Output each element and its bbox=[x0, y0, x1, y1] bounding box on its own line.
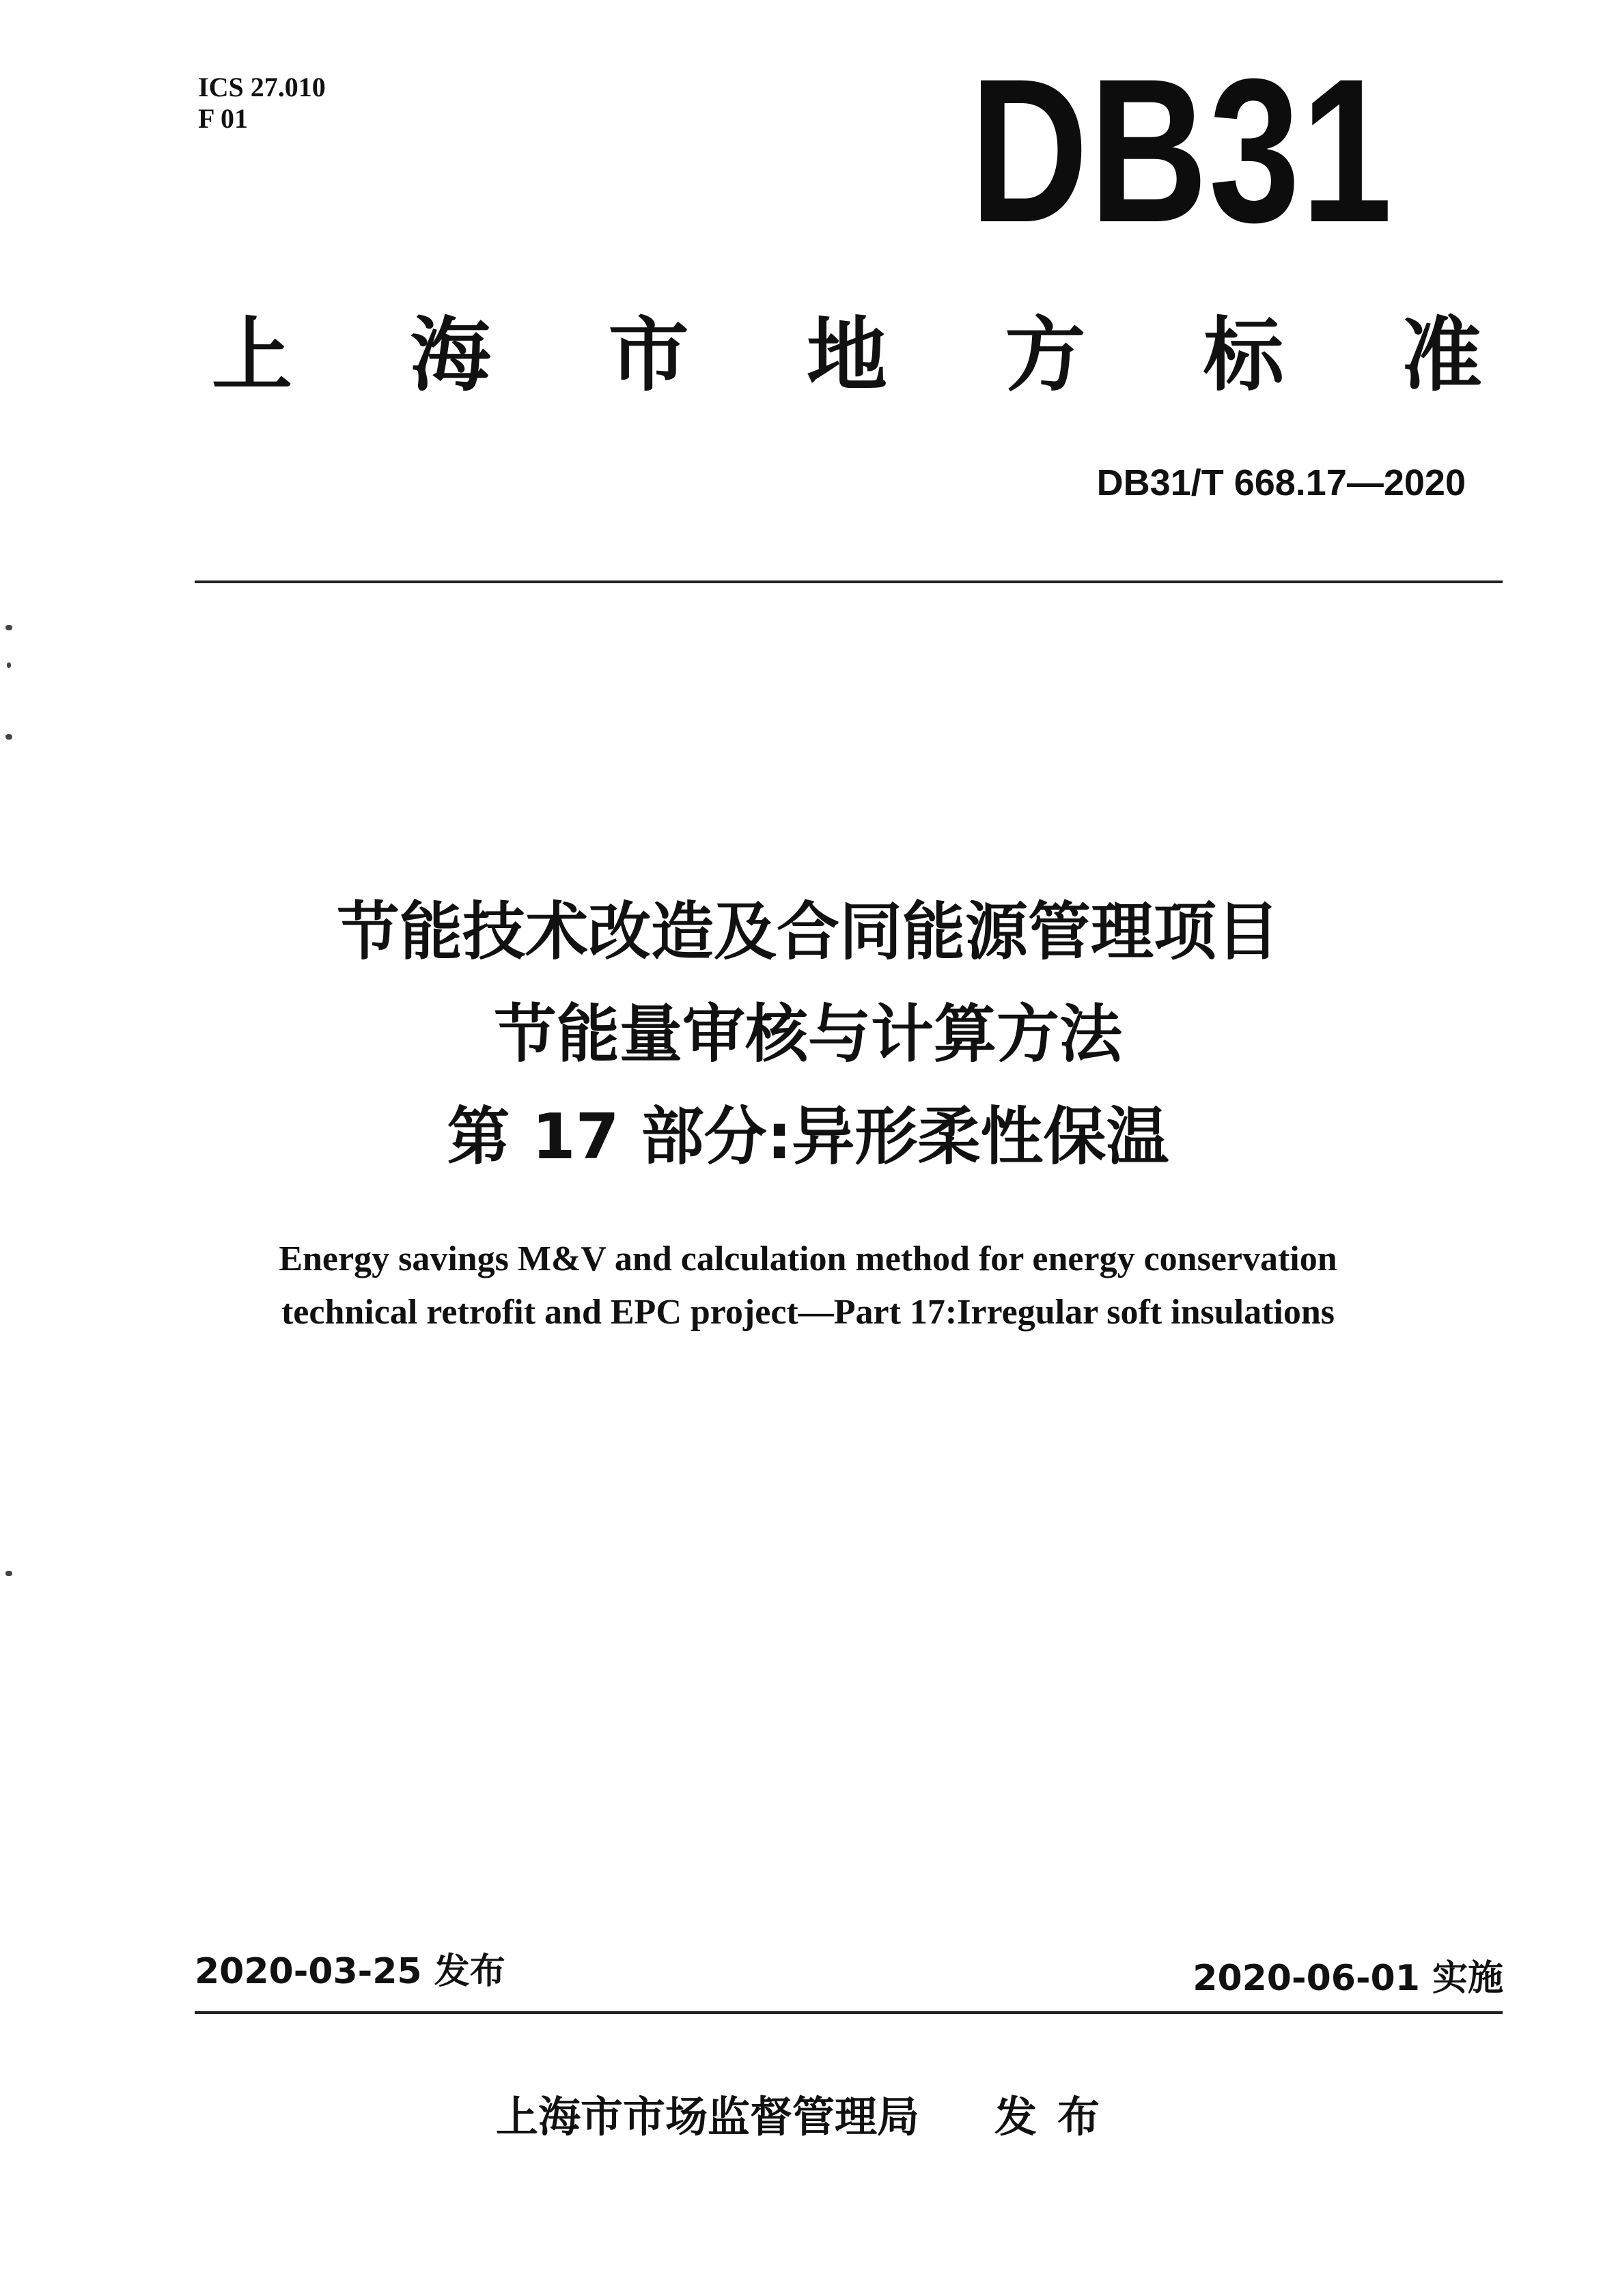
ics-code: ICS 27.010 bbox=[198, 72, 326, 102]
standard-type-char: 市 bbox=[608, 308, 689, 402]
implementation-date: 2020-06-01 实施 bbox=[1193, 1958, 1503, 1999]
title-chinese bbox=[0, 881, 1616, 1188]
standard-type-char: 标 bbox=[1203, 308, 1284, 402]
title-cn-line3: 第 17 部分:异形柔性保温 bbox=[447, 1100, 1169, 1173]
issue-date: 2020-03-25 发布 bbox=[195, 1951, 505, 1992]
scan-mark bbox=[7, 662, 11, 668]
title-cn-line2: 节能量审核与计算方法 bbox=[493, 998, 1122, 1071]
footer-divider bbox=[195, 2011, 1503, 2014]
scan-mark bbox=[5, 1571, 12, 1576]
header-divider bbox=[195, 580, 1503, 583]
standard-type-char: 上 bbox=[212, 308, 293, 402]
title-english bbox=[0, 1233, 1616, 1339]
issuing-authority bbox=[0, 2090, 1616, 2144]
standard-type-char: 海 bbox=[410, 308, 491, 402]
standard-number: DB31/T 668.17—2020 bbox=[1096, 462, 1466, 503]
ics-classification bbox=[198, 72, 326, 135]
title-en-line2: technical retrofit and EPC project—Part 17:Irregular soft insulations bbox=[281, 1293, 1335, 1332]
scan-mark bbox=[5, 734, 12, 740]
issuer-action: 发布 bbox=[994, 2092, 1121, 2142]
ccs-category: F 01 bbox=[198, 103, 248, 134]
standard-type-char: 准 bbox=[1401, 308, 1482, 402]
db-code-logo: DB31 bbox=[970, 36, 1393, 265]
scan-mark bbox=[5, 625, 12, 630]
standard-type-char: 地 bbox=[806, 308, 887, 402]
standard-type-char: 方 bbox=[1005, 308, 1086, 402]
title-cn-line1: 节能技术改造及合同能源管理项目 bbox=[336, 895, 1279, 968]
standard-type-heading bbox=[212, 307, 1482, 403]
title-en-line1: Energy savings M&V and calculation method for energy conservation bbox=[279, 1240, 1337, 1278]
issuer-name: 上海市市场监督管理局 bbox=[495, 2092, 919, 2142]
